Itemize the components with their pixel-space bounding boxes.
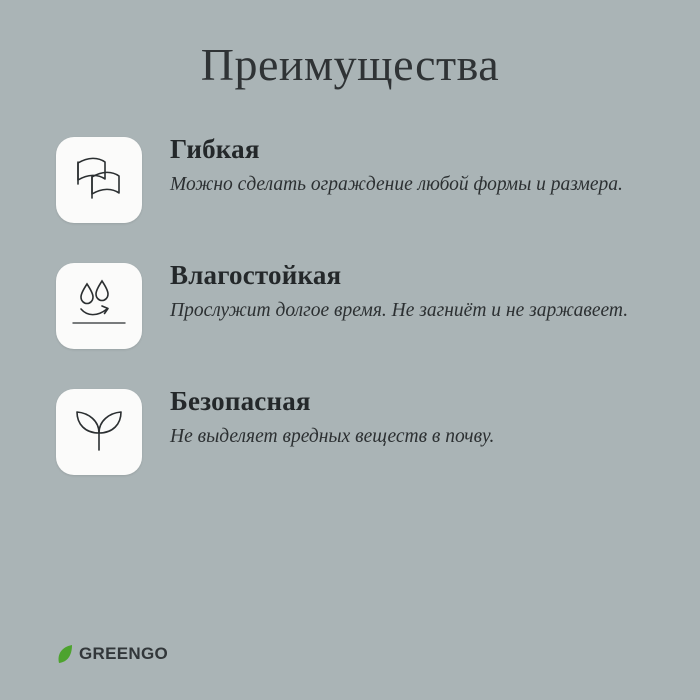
feature-item xyxy=(56,133,660,223)
feature-text xyxy=(142,385,494,451)
feature-icon-container xyxy=(56,263,142,349)
feature-title: Гибкая xyxy=(170,134,260,164)
feature-text xyxy=(142,133,623,199)
feature-item xyxy=(56,385,660,475)
feature-description: Прослужит долгое время. Не загниёт и не заржавеет. xyxy=(170,299,629,321)
feature-title: Безопасная xyxy=(170,386,311,416)
feature-description: Можно сделать ограждение любой формы и размера. xyxy=(170,173,623,195)
feature-item xyxy=(56,259,660,349)
feature-icon-container xyxy=(56,137,142,223)
feature-text xyxy=(142,259,628,325)
brand-logo xyxy=(56,644,168,664)
feature-description: Не выделяет вредных веществ в почву. xyxy=(170,425,495,447)
page-title: Преимущества xyxy=(200,39,500,90)
leaf-logo-icon xyxy=(56,644,73,664)
water-drop-icon xyxy=(71,278,127,335)
flexible-fence-icon xyxy=(72,154,126,207)
leaves-icon xyxy=(73,407,125,458)
feature-title: Влагостойкая xyxy=(170,260,342,290)
brand-name: GREENGO xyxy=(79,644,169,663)
feature-icon-container xyxy=(56,389,142,475)
features-list xyxy=(0,133,700,475)
